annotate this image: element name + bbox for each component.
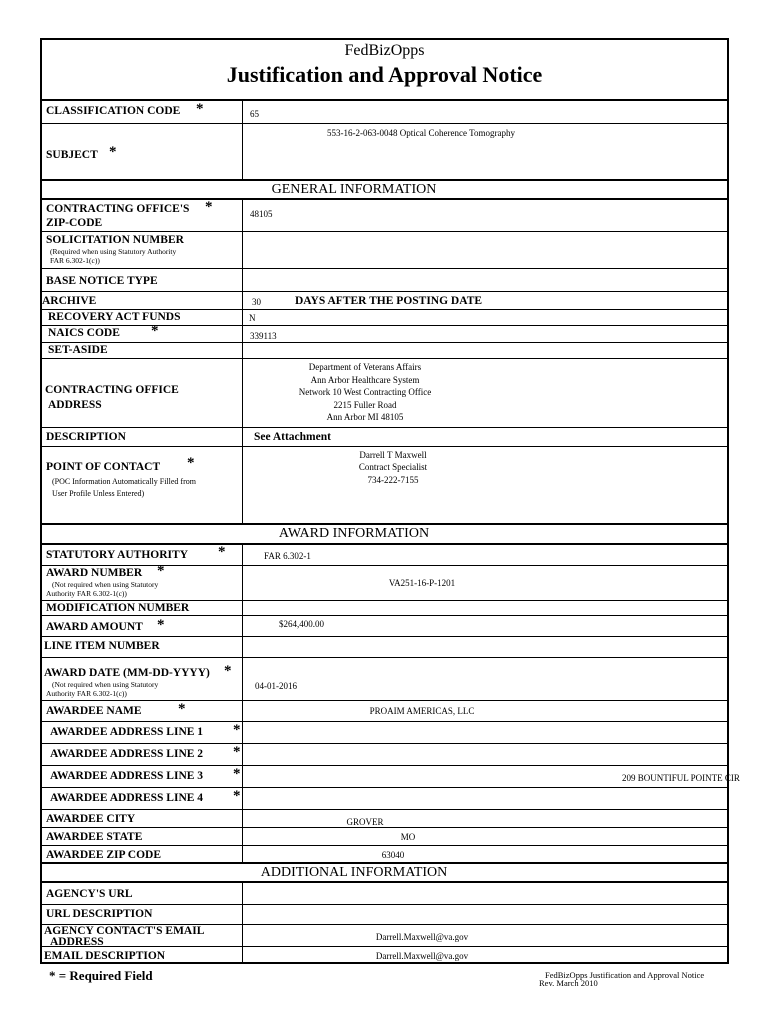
required-star: * <box>187 455 195 471</box>
contracting-office-zip-value[interactable]: 48105 <box>250 209 273 219</box>
office-address-line: 2215 Fuller Road <box>333 399 397 410</box>
statutory-authority-value[interactable]: FAR 6.302-1 <box>264 551 311 561</box>
awardee-address-line4-label: AWARDEE ADDRESS LINE 4 <box>50 792 204 804</box>
required-star: * <box>196 101 204 117</box>
awardee-address-line3-value[interactable]: 209 BOUNTIFUL POINTE CIR <box>622 773 740 783</box>
required-star: * <box>233 788 241 804</box>
point-of-contact-label: POINT OF CONTACT <box>46 461 161 473</box>
awardee-city-value[interactable]: GROVER <box>346 817 384 827</box>
description-label: DESCRIPTION <box>46 431 126 443</box>
required-star: * <box>205 199 213 215</box>
subject-label: SUBJECT <box>46 149 98 161</box>
archive-label: ARCHIVE <box>42 295 97 307</box>
poc-line: Darrell T Maxwell <box>359 450 427 460</box>
email-label-line2: ADDRESS <box>50 935 104 948</box>
awardee-zip-code-label: AWARDEE ZIP CODE <box>46 849 162 861</box>
office-address-label-line2: ADDRESS <box>48 398 102 411</box>
awardee-address-line3-label: AWARDEE ADDRESS LINE 3 <box>50 770 204 782</box>
award-amount-value[interactable]: $264,400.00 <box>279 619 324 629</box>
naics-code-value[interactable]: 339113 <box>250 331 277 341</box>
award-date-label: AWARD DATE (MM-DD-YYYY) <box>44 667 210 679</box>
additional-information-heading: ADDITIONAL INFORMATION <box>260 865 448 880</box>
poc-line: Contract Specialist <box>358 462 428 473</box>
email-description-value[interactable]: Darrell.Maxwell@va.gov <box>375 951 469 961</box>
required-star: * <box>178 701 186 717</box>
poc-line: 734-222-7155 <box>367 474 419 485</box>
required-star: * <box>233 722 241 738</box>
awardee-zip-code-value[interactable]: 63040 <box>381 850 405 860</box>
award-information-heading: AWARD INFORMATION <box>278 526 430 541</box>
required-field-note: * = Required Field <box>49 968 153 983</box>
awardee-state-value[interactable]: MO <box>400 832 416 842</box>
point-of-contact-value[interactable] <box>271 449 515 486</box>
zip-label-line1: CONTRACTING OFFICE'S <box>46 203 190 215</box>
subject-value[interactable]: 553-16-2-063-0048 Optical Coherence Tomography <box>327 128 515 138</box>
recovery-act-funds-label: RECOVERY ACT FUNDS <box>48 311 181 323</box>
award-amount-label: AWARD AMOUNT <box>46 621 143 633</box>
set-aside-label: SET-ASIDE <box>48 344 108 356</box>
awardee-name-value[interactable]: PROAIM AMERICAS, LLC <box>369 706 475 716</box>
office-address-line: Ann Arbor MI 48105 <box>326 412 404 423</box>
award-number-note-line1: (Not required when using Statutory <box>52 580 159 589</box>
email-label-line1: AGENCY CONTACT'S EMAIL <box>44 925 205 937</box>
poc-note-line1: (POC Information Automatically Filled from <box>52 477 196 486</box>
solicitation-note-line1: (Required when using Statutory Authority <box>50 247 177 256</box>
solicitation-note-line2: FAR 6.302-1(c)) <box>50 256 100 266</box>
form-name: FedBizOpps Justification and Approval Notice <box>545 970 705 980</box>
statutory-authority-label: STATUTORY AUTHORITY <box>46 549 188 561</box>
required-star: * <box>157 617 165 633</box>
description-value[interactable]: See Attachment <box>254 431 331 443</box>
award-date-note-line2: Authority FAR 6.302-1(c)) <box>46 689 127 699</box>
poc-note-line2: User Profile Unless Entered) <box>52 489 145 498</box>
awardee-state-label: AWARDEE STATE <box>46 831 143 843</box>
naics-code-label: NAICS CODE <box>48 327 120 339</box>
award-number-note <box>46 580 158 599</box>
required-star: * <box>224 663 232 679</box>
agency-contact-email-value[interactable]: Darrell.Maxwell@va.gov <box>375 932 469 942</box>
required-star: * <box>151 323 159 339</box>
award-date-note-line1: (Not required when using Statutory <box>52 680 159 689</box>
poc-note <box>52 476 196 500</box>
url-description-label: URL DESCRIPTION <box>46 908 153 920</box>
archive-suffix: DAYS AFTER THE POSTING DATE <box>295 295 483 307</box>
awardee-name-label: AWARDEE NAME <box>46 705 142 717</box>
email-description-label: EMAIL DESCRIPTION <box>44 950 166 962</box>
required-star: * <box>157 563 165 579</box>
solicitation-number-label: SOLICITATION NUMBER <box>46 234 184 246</box>
contracting-office-address-value[interactable] <box>243 361 487 424</box>
modification-number-label: MODIFICATION NUMBER <box>46 602 190 614</box>
award-number-value[interactable]: VA251-16-P-1201 <box>388 578 456 588</box>
agency-url-label: AGENCY'S URL <box>46 888 133 900</box>
classification-code-value[interactable]: 65 <box>250 109 259 119</box>
contracting-office-address-label <box>45 384 179 411</box>
office-address-line: Network 10 West Contracting Office <box>298 387 432 398</box>
base-notice-type-label: BASE NOTICE TYPE <box>46 275 158 287</box>
form-title: Justification and Approval Notice <box>226 62 543 87</box>
office-address-line: Ann Arbor Healthcare System <box>310 374 420 385</box>
awardee-city-label: AWARDEE CITY <box>46 813 136 825</box>
award-number-note-line2: Authority FAR 6.302-1(c)) <box>46 589 127 599</box>
zip-label-line2: ZIP-CODE <box>46 216 103 229</box>
contracting-office-zip-label <box>46 203 189 229</box>
award-date-value[interactable]: 04-01-2016 <box>255 681 297 691</box>
site-name: FedBizOpps <box>344 42 425 59</box>
award-number-label: AWARD NUMBER <box>46 567 143 579</box>
archive-days-value[interactable]: 30 <box>252 297 261 307</box>
required-star: * <box>109 144 117 160</box>
line-item-number-label: LINE ITEM NUMBER <box>44 640 160 652</box>
awardee-address-line2-label: AWARDEE ADDRESS LINE 2 <box>50 748 204 760</box>
solicitation-note <box>50 247 176 266</box>
required-star: * <box>233 766 241 782</box>
award-date-note <box>46 680 158 699</box>
office-address-label-line1: CONTRACTING OFFICE <box>45 384 179 396</box>
office-address-line: Department of Veterans Affairs <box>308 362 422 372</box>
classification-code-label: CLASSIFICATION CODE <box>46 105 181 117</box>
required-star: * <box>218 544 226 560</box>
agency-contact-email-label <box>44 926 204 948</box>
general-information-heading: GENERAL INFORMATION <box>271 182 437 197</box>
recovery-act-funds-value[interactable]: N <box>249 313 256 323</box>
form-revision: Rev. March 2010 <box>539 978 598 988</box>
awardee-address-line1-label: AWARDEE ADDRESS LINE 1 <box>50 726 204 738</box>
required-star: * <box>233 744 241 760</box>
